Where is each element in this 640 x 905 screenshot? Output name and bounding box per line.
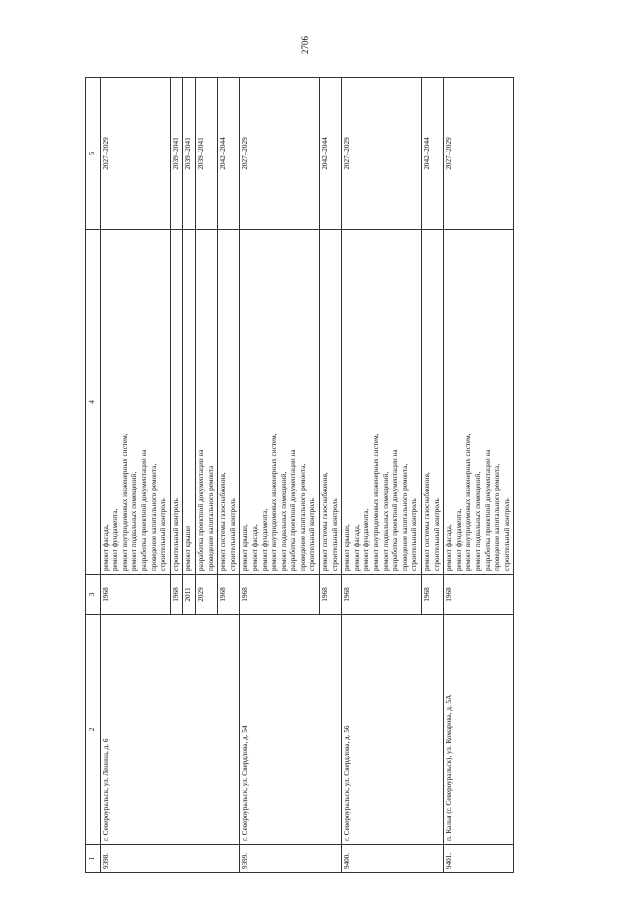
header-row [86,78,101,873]
period-cell: 2039–2041 [170,78,183,230]
period-cell: 2027–2029 [240,78,320,230]
work-item: ремонт системы газоснабжения, [219,472,228,571]
work-item: строительный контроль [502,498,511,571]
work-item: ремонт фасада, [101,524,110,571]
work-item: строительный контроль [228,498,237,571]
period-cell: 2027–2029 [444,78,514,230]
year-cell: 1968 [320,575,342,615]
header-col-5: 5 [86,78,101,230]
work-item: ремонт внутридомовых инженерных систем, [270,433,279,571]
work-list-cell [218,230,240,575]
work-item: ремонт подвальных помещений, [130,471,139,571]
period-cell: 2027–2029 [100,78,170,230]
header-col-4: 4 [86,230,101,575]
table-row [444,78,514,873]
table-row [342,78,422,873]
work-item: проведение капитального ремонта, [298,463,307,571]
work-item: строительный контроль [410,498,419,571]
work-list-cell [170,230,183,575]
work-item: ремонт подвальных помещений, [279,471,288,571]
period-cell: 2039–2041 [195,78,217,230]
work-item: разработка проектной документации на [391,449,400,571]
header-col-1: 1 [86,845,101,873]
header-col-2: 2 [86,615,101,845]
work-list-cell [342,230,422,575]
work-item: ремонт фундамента, [260,508,269,571]
work-item: строительный контроль [171,498,180,571]
work-item: ремонт фундамента, [454,508,463,571]
year-cell: 1968 [444,575,514,615]
work-item: ремонт подвальных помещений, [473,471,482,571]
work-item: ремонт системы газоснабжения, [423,472,431,571]
work-item: ремонт крыши, [241,524,250,571]
address-cell: г. Североуральск, ул. Свердлова, д. 56 [342,615,444,845]
work-item: разработка проектной документации на [196,449,205,571]
row-number: 9401. [444,845,514,873]
year-cell: 1968 [100,575,170,615]
header-col-3: 3 [86,575,101,615]
work-item: проведение капитального ремонта, [149,463,158,571]
address-cell: п. Калья (г. Североуральск), ул. Комарова, д. 5А [444,615,514,845]
work-item: ремонт подвальных помещений, [381,471,390,571]
year-cell: 1968 [218,575,240,615]
period-cell: 2042–2044 [422,78,444,230]
work-list-cell [100,230,170,575]
row-number: 9398. [100,845,240,873]
year-cell: 1968 [422,575,444,615]
work-item: проведение капитального ремонта, [400,463,409,571]
work-item: проведение капитального ремонта [206,465,215,571]
year-cell: 2029 [195,575,217,615]
work-item: ремонт фасада, [445,524,454,571]
work-item: ремонт крыши, [343,524,352,571]
table-row [100,78,170,873]
work-item: строительный контроль [432,498,441,571]
table-row [240,78,320,873]
period-cell: 2042–2044 [320,78,342,230]
row-number: 9399. [240,845,342,873]
work-item: ремонт внутридомовых инженерных систем, [464,433,473,571]
period-cell: 2027–2029 [342,78,422,230]
year-cell: 1968 [170,575,183,615]
address-cell: г. Североуральск, ул. Свердлова, д. 54 [240,615,342,845]
work-list-cell [320,230,342,575]
work-item: строительный контроль [159,498,168,571]
address-cell: г. Североуральск, ул. Ленина, д. 6 [100,615,240,845]
work-item: ремонт фасада, [250,524,259,571]
table-body [100,78,514,873]
year-cell: 2011 [183,575,196,615]
period-cell: 2039–2041 [183,78,196,230]
work-list-cell [195,230,217,575]
year-cell: 1968 [342,575,422,615]
work-item: разработка проектной документации на [483,449,492,571]
work-item: ремонт внутридомовых инженерных систем, [372,433,381,571]
work-item: ремонт фундамента, [362,508,371,571]
work-item: разработка проектной документации на [139,449,148,571]
work-item: ремонт фундамента, [111,508,120,571]
work-item: ремонт внутридомовых инженерных систем, [120,433,129,571]
work-list-cell [183,230,196,575]
work-item: разработка проектной документации на [289,449,298,571]
work-list-cell [240,230,320,575]
page-number: 2706 [300,36,310,54]
row-number: 9400. [342,845,444,873]
work-list-cell [422,230,444,575]
work-item: проведение капитального ремонта, [493,463,502,571]
work-list-cell [444,230,514,575]
work-item: ремонт крыши [184,525,193,571]
work-item: ремонт системы газоснабжения, [321,472,330,571]
year-cell: 1968 [240,575,320,615]
work-item: строительный контроль [308,498,317,571]
work-item: ремонт фасада, [352,524,361,571]
work-item: строительный контроль [330,498,339,571]
repair-schedule-table [85,77,514,873]
repair-schedule-table-wrapper [85,78,545,873]
period-cell: 2042–2044 [218,78,240,230]
